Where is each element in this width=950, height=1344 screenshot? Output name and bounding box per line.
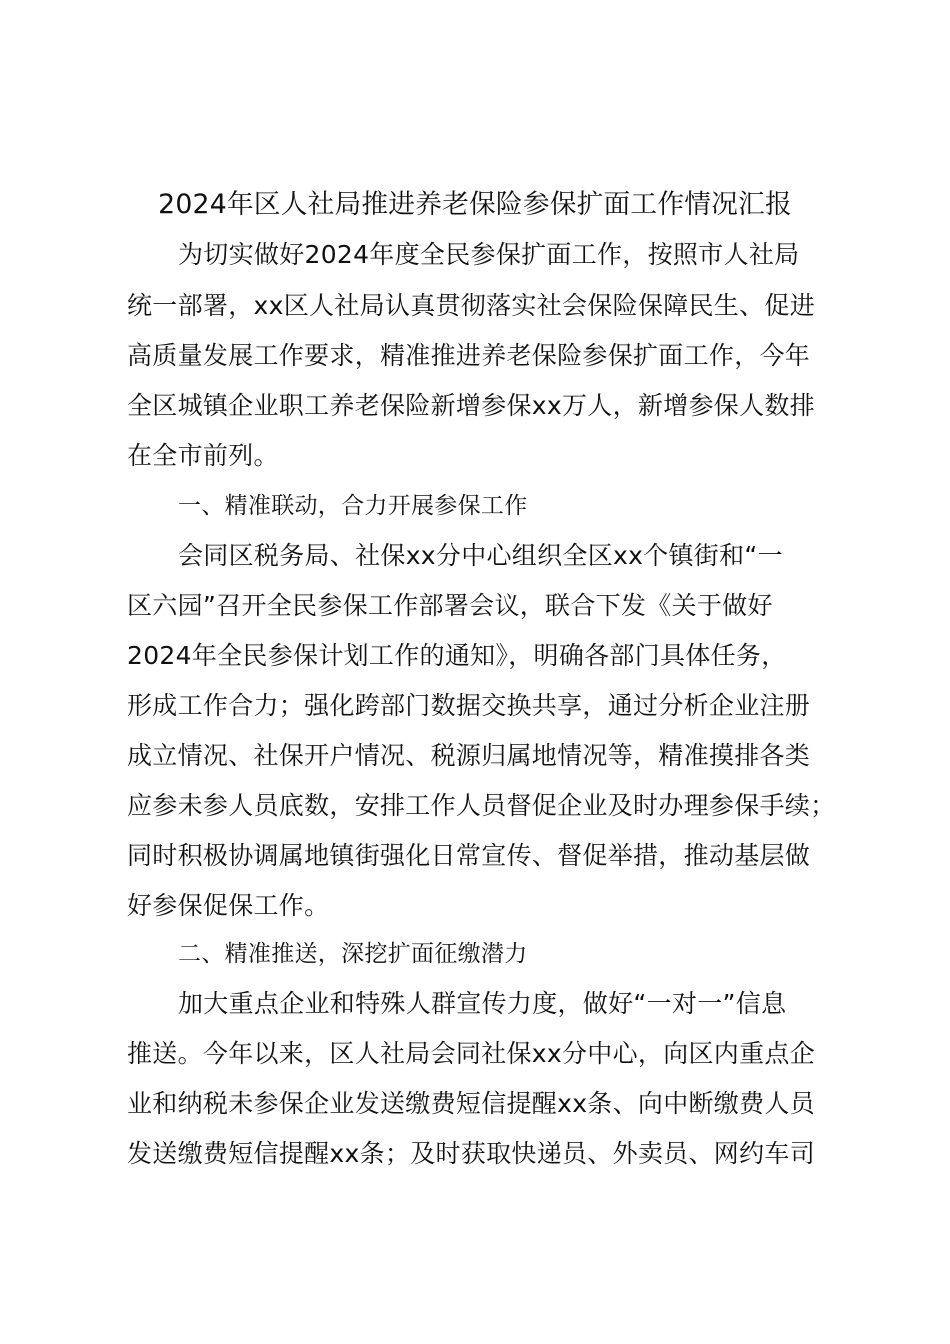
section-1-heading: 一、精准联动，合力开展参保工作 [178, 493, 528, 519]
section-1-line-1: 会同区税务局、社保xx分中心组织全区xx个镇街和“一 [178, 541, 783, 570]
intro-line-4: 全区城镇企业职工养老保险新增参保xx万人，新增参保人数排 [127, 391, 815, 420]
section-2-line-3: 业和纳税未参保企业发送缴费短信提醒xx条、向中断缴费人员 [127, 1089, 815, 1118]
intro-line-1: 为切实做好2024年度全民参保扩面工作，按照市人社局 [178, 240, 800, 269]
section-2-line-4: 发送缴费短信提醒xx条；及时获取快递员、外卖员、网约车司 [127, 1139, 815, 1168]
intro-line-3: 高质量发展工作要求，精准推进养老保险参保扩面工作，今年 [127, 341, 811, 370]
section-1-line-2: 区六园”召开全民参保工作部署会议，联合下发《关于做好 [127, 591, 773, 620]
section-1-line-6: 应参未参人员底数，安排工作人员督促企业及时办理参保手续； [127, 791, 836, 820]
document-title: 2024年区人社局推进养老保险参保扩面工作情况汇报 [158, 189, 792, 220]
section-1-line-7: 同时积极协调属地镇街强化日常宣传、督促举措，推动基层做 [127, 841, 811, 870]
section-1-line-3: 2024年全民参保计划工作的通知》，明确各部门具体任务， [127, 641, 787, 670]
intro-line-2: 统一部署，xx区人社局认真贯彻落实社会保险保障民生、促进 [127, 291, 815, 320]
section-1-line-5: 成立情况、社保开户情况、税源归属地情况等，精准摸排各类 [127, 741, 811, 770]
intro-line-5: 在全市前列。 [127, 441, 279, 470]
section-1-line-4: 形成工作合力；强化跨部门数据交换共享，通过分析企业注册 [127, 691, 811, 720]
section-2-heading: 二、精准推送，深挖扩面征缴潜力 [178, 941, 528, 967]
section-1-line-8: 好参保促保工作。 [127, 891, 330, 920]
section-2-line-1: 加大重点企业和特殊人群宣传力度，做好“一对一”信息 [178, 989, 787, 1018]
section-2-line-2: 推送。今年以来，区人社局会同社保xx分中心，向区内重点企 [127, 1039, 815, 1068]
